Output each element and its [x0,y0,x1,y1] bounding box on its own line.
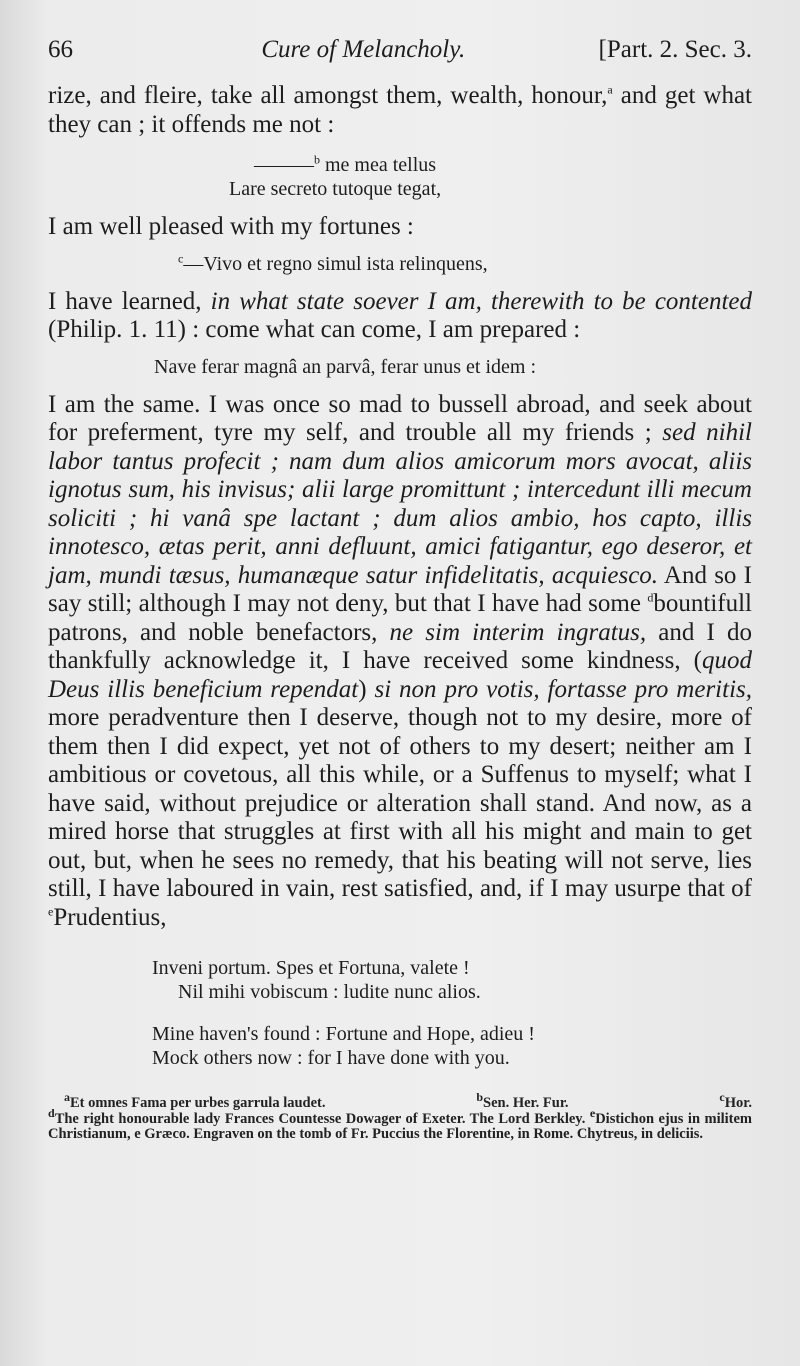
footnote-d-text: The right honourable lady Frances Countesse Dowager of Exeter. The Lord Berkley. [54,1110,586,1127]
footnote-e-text: Distichon ejus in militem Christianum, e Græco. Engraven on the tomb of Fr. Puccius the Florentine, in Rome. Chytreus, in deliciis. [48,1110,753,1142]
footnote-b-text: Sen. Her. Fur. [483,1095,569,1111]
paragraph-2: I am well pleased with my fortunes : [48,213,414,240]
running-title: Cure of Melancholy. [261,36,466,63]
quote4-line-2: Nil mihi vobiscum : ludite nunc alios. [178,981,481,1003]
footnote-row-abc [48,1090,752,1112]
quote5-line-2: Mock others now : for I have done with you. [152,1047,510,1069]
footnote-a [48,1090,326,1112]
p3-italic: in what state soever I am, therewith to be contented [210,287,753,315]
footnote-c-mark: c [719,1090,725,1105]
quote1-line-1: me mea tellus [320,154,437,176]
quote1-line-2: Lare secreto tutoque tegat, [229,178,442,200]
p4-text-6: more peradventure then I deserve, though not to my desire, more of them then I did expect, yet not of others to my desert; neither am I ambitious or covetous, all this while, or a Suffenus to myself; what I have said, without prejudice or alteration shall stand. And now, as a mired horse that struggles at first with all his might and main to get out, but, when he sees no remedy, that his beating will not serve, lies still, I have laboured in vain, rest satisfied, and, if I may usurpe that of [48,704,752,902]
p4-text-1: I am the same. I was once so mad to bussell abroad, and seek about for preferment, tyre my self, and trouble all my friends ; [48,390,752,446]
footnote-a-text: Et omnes Fama per urbes garrula laudet. [70,1095,326,1111]
p4-text-7: Prudentius, [53,903,167,931]
p4-italic-4: si non pro votis, fortasse pro meritis, [374,675,753,703]
verse-quote-3: Nave ferar magnâ an parvâ, ferar unus et idem : [154,355,537,378]
p4-italic-3: quod Deus illis beneficium rependat [48,647,752,703]
footnote-e-mark: e [589,1105,596,1120]
p3-text-2: (Philip. 1. 11) : come what can come, I am prepared : [48,316,581,343]
p4-italic-1: sed nihil labor tantus profecit ; nam dum alios amicorum mors avocat, aliis ignotus sum, his invisus; alii large promittunt ; intercedunt illi mecum soliciti ; hi vanâ spe lactant ; dum alios ambio, hos capto, illis innotesco, ætas perit, anni defluunt, amici fatigantur, ego deseror, et jam, mundi tæsus, humanæque satur infidelitatis, acquiesco. [48,419,752,589]
footnote-marker-c: c [178,250,184,265]
footnote-c-text: Hor. [724,1095,752,1111]
section-label: [Part. 2. Sec. 3. [598,36,752,63]
page-number: 66 [48,36,73,63]
p4-text-5: ) [358,675,375,703]
verse-translation [152,1022,752,1070]
quote1-lead: ——— [254,154,314,176]
footnote-b-mark: b [476,1090,484,1105]
quote4-line-1: Inveni portum. Spes et Fortuna, valete ! [152,957,470,979]
paragraph-4 [48,391,752,933]
p4-text-4: and I do thankfully acknowledge it, I have received some kindness, ( [48,618,753,674]
running-header [48,36,752,64]
footnote-b [476,1090,569,1112]
quote5-line-1: Mine haven's found : Fortune and Hope, adieu ! [152,1023,535,1045]
p4-italic-2: ne sim interim ingratus, [389,618,647,646]
quote2-text: —Vivo et regno simul ista relinquens, [183,252,488,275]
p1-text-2: and get what they can ; it offends me not : [48,82,752,138]
footnote-marker-a: a [607,82,613,97]
footnote-d-mark: d [48,1105,55,1120]
footnote-marker-b: b [314,152,320,167]
footnotes [48,1090,753,1143]
footnote-marker-e: e [48,904,54,919]
footnote-c [719,1090,752,1112]
verse-quote-1 [48,153,752,201]
p4-text-2: And so I say still; although I may not deny, but that I have had some [48,561,752,617]
footnote-a-mark: a [64,1090,70,1105]
p1-text-1: rize, and fleire, take all amongst them, wealth, honour, [48,82,608,109]
footnote-marker-d: d [647,590,654,605]
p3-text-1: I have learned, [48,287,211,315]
paragraph-3 [48,288,752,345]
footnotes-de [48,1105,753,1143]
p4-text-3: bountifull patrons, and noble benefactors, [48,590,752,646]
paragraph-1 [48,82,752,139]
verse-quote-4 [152,956,752,1004]
verse-quote-2 [178,252,752,276]
